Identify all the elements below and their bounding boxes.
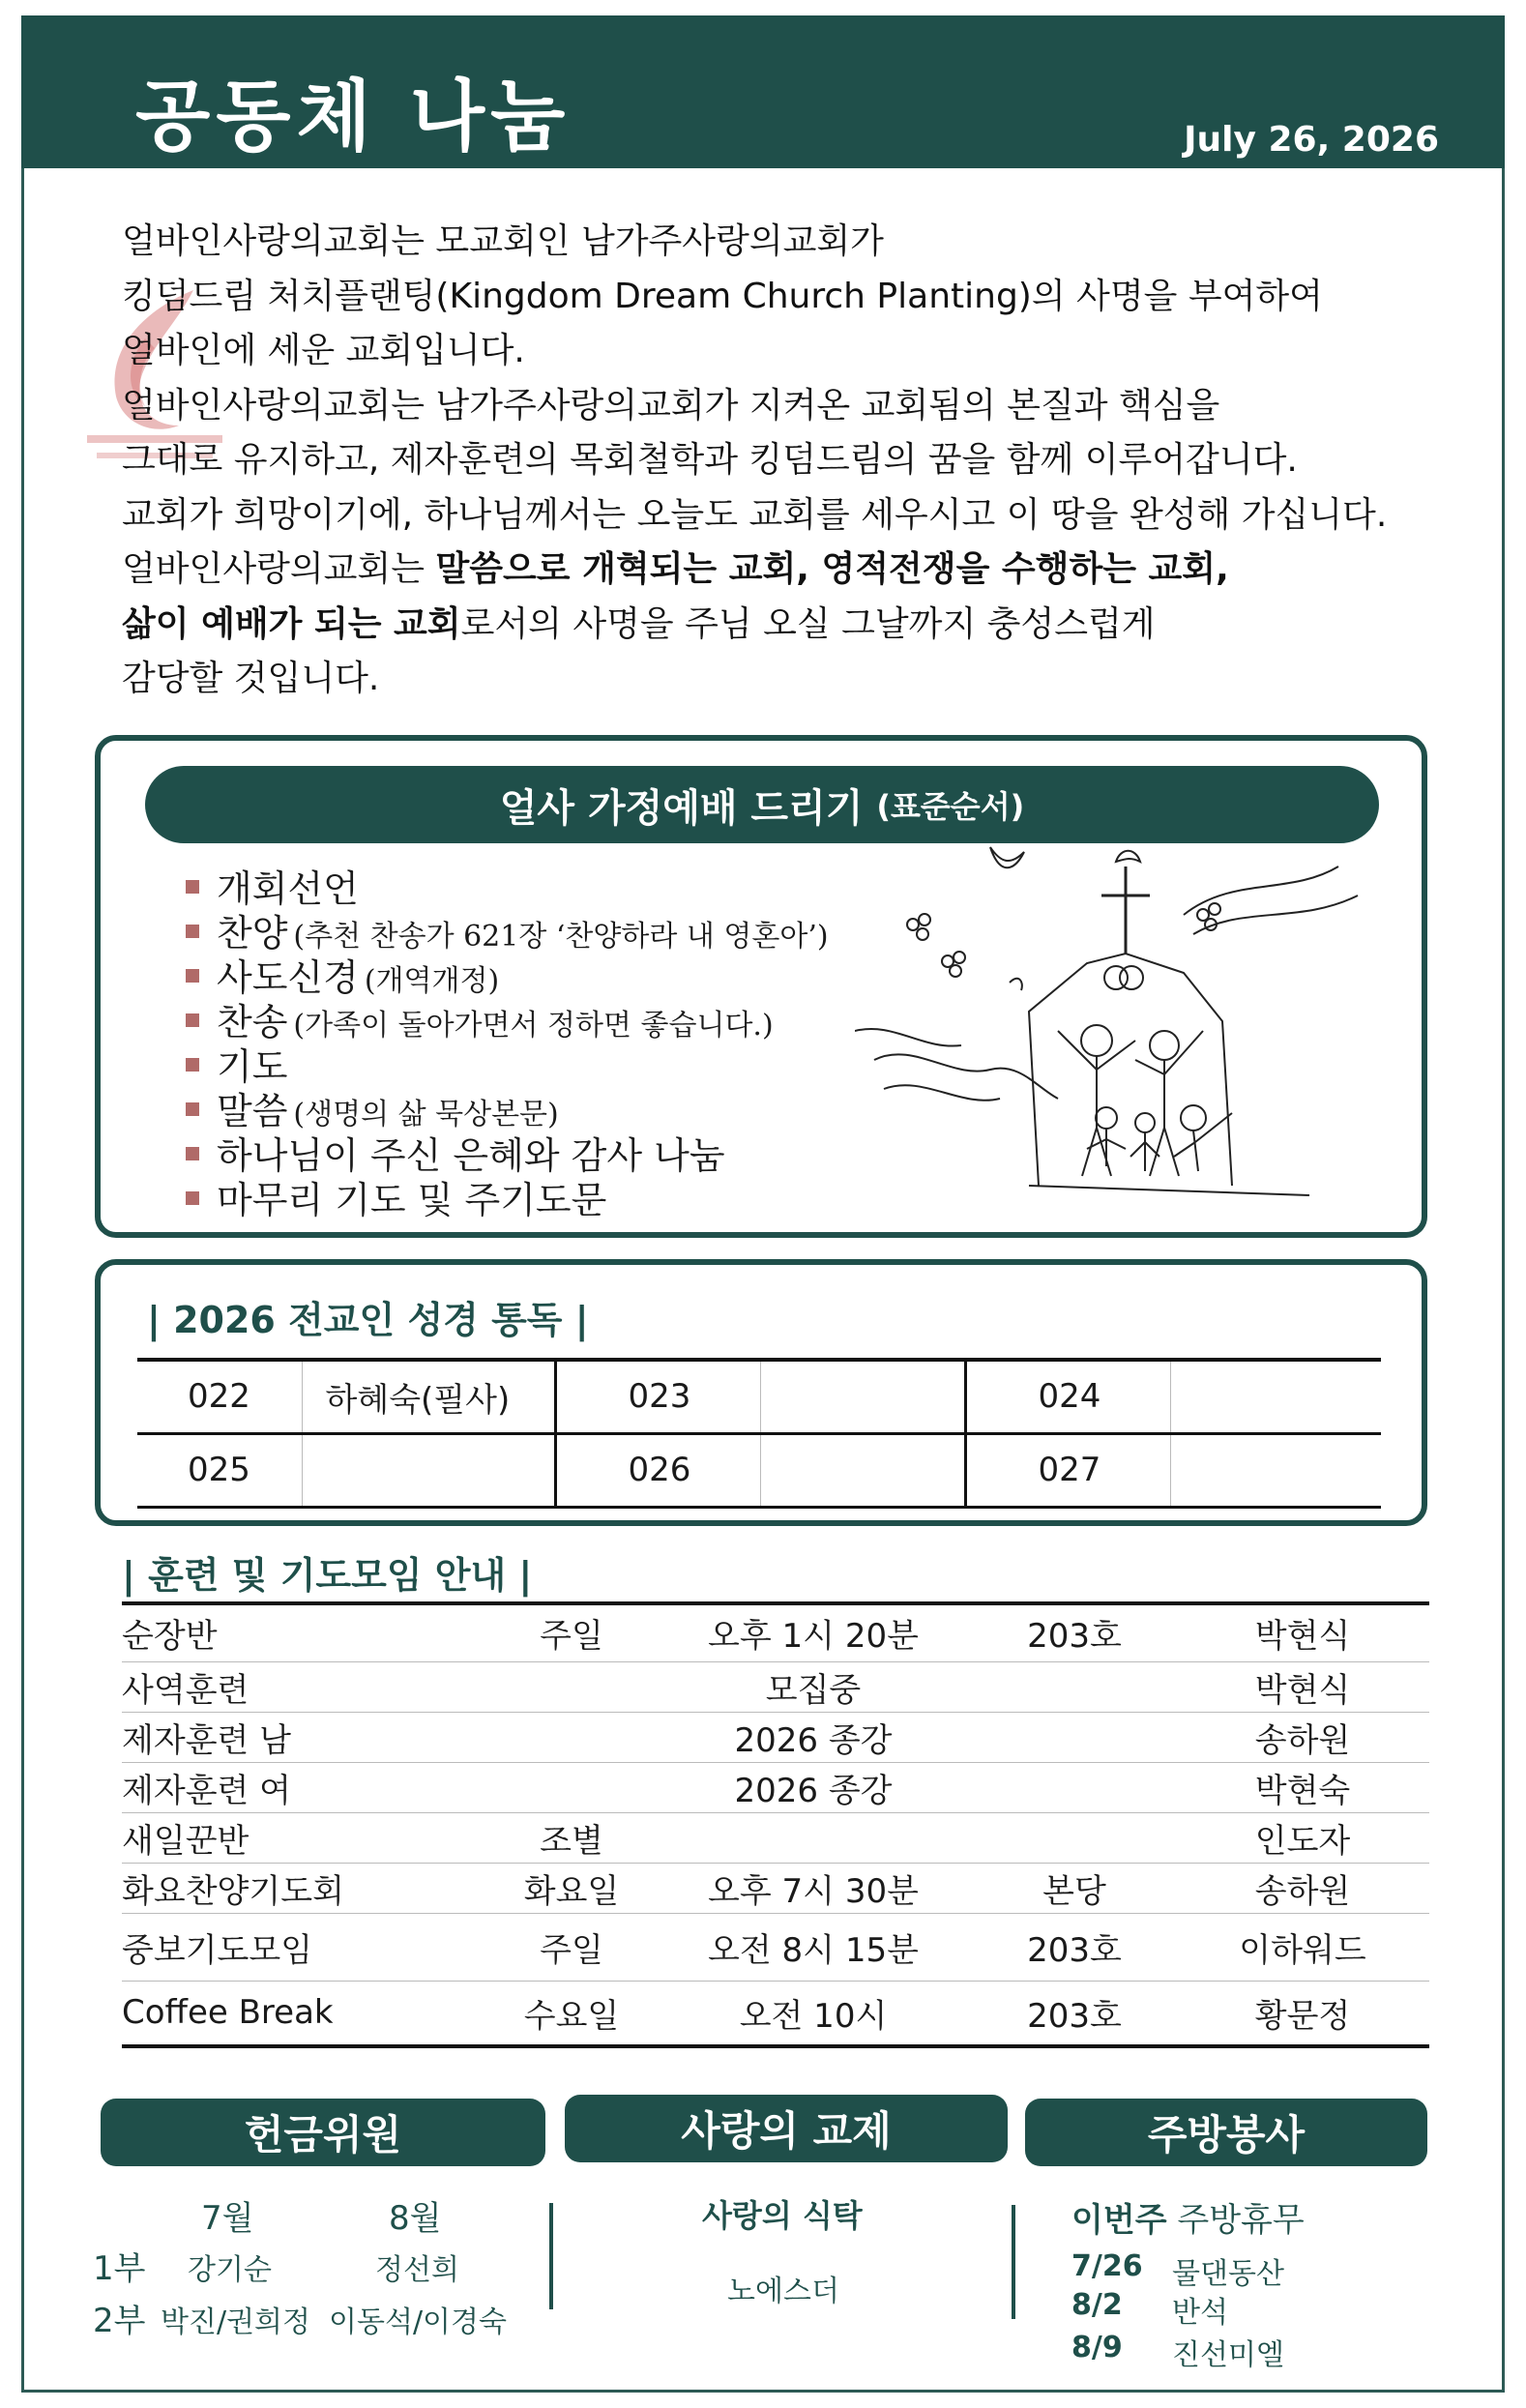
list-item: 마무리 기도 및 주기도문 [186, 1170, 829, 1215]
table-cell: 이하워드 [1176, 1913, 1429, 1981]
list-item: 개회선언 [186, 859, 829, 903]
table-cell: 송하원 [1176, 1863, 1429, 1913]
offering-committee-tab: 헌금위원 [101, 2099, 545, 2166]
table-cell: 제자훈련 남 [122, 1712, 489, 1762]
table-cell: 오전 8시 15분 [654, 1913, 973, 1981]
page-title: 공동체 나눔 [135, 71, 572, 162]
bible-reading-box [95, 1259, 1427, 1526]
table-cell: 오전 10시 [654, 1981, 973, 2046]
fellowship-tab: 사랑의 교제 [565, 2095, 1008, 2162]
intro-line: 삶이 예배가 되는 교회로서의 사명을 주님 오실 그날까지 충성스럽게 [122, 603, 1156, 644]
table-cell [489, 1712, 654, 1762]
table-cell: 화요일 [489, 1863, 654, 1913]
table-cell: 중보기도모임 [122, 1913, 489, 1981]
family-worship-title: 얼사 가정예배 드리기 (표준순서) [145, 766, 1379, 843]
table-cell: 수요일 [489, 1981, 654, 2046]
list-item: 찬양 (추천 찬송가 621장 ‘찬양하라 내 영혼아’) [186, 903, 829, 948]
table-cell: 황문정 [1176, 1981, 1429, 2046]
square-bullet-icon [186, 1147, 199, 1160]
kitchen-team: 진선미엘 [1172, 2338, 1284, 2372]
offering-member: 강기순 [188, 2253, 272, 2287]
square-bullet-icon [186, 880, 199, 894]
list-item: 찬송 (가족이 돌아가면서 정하면 좋습니다.) [186, 992, 829, 1037]
kitchen-team: 물댄동산 [1172, 2257, 1284, 2291]
family-church-illustration [855, 837, 1396, 1224]
table-cell: 027 [965, 1433, 1170, 1507]
table-cell [489, 1762, 654, 1812]
table-cell: 022 [137, 1360, 302, 1433]
offering-service-2: 2부 [93, 2302, 146, 2340]
table-cell: 023 [555, 1360, 760, 1433]
fellowship-name: 노에스더 [727, 2275, 839, 2308]
kitchen-team: 반석 [1172, 2296, 1228, 2330]
table-cell [1170, 1433, 1381, 1507]
list-item: 말씀 (생명의 삶 묵상본문) [186, 1081, 829, 1126]
kitchen-this-week-value: 주방휴무 [1177, 2201, 1305, 2240]
table-cell: Coffee Break [122, 1981, 489, 2046]
offering-service-1: 1부 [93, 2249, 146, 2288]
kitchen-date: 7/26 [1071, 2249, 1143, 2283]
table-cell: 025 [137, 1433, 302, 1507]
table-row [137, 1433, 1381, 1507]
table-cell: 조별 [489, 1812, 654, 1863]
page-header [21, 15, 1505, 168]
table-row [122, 1812, 1429, 1863]
divider [1012, 2205, 1015, 2319]
table-cell: 2026 종강 [654, 1762, 973, 1812]
divider [549, 2203, 553, 2309]
table-row [122, 1863, 1429, 1913]
square-bullet-icon [186, 969, 199, 983]
list-item: 사도신경 (개역개정) [186, 948, 829, 992]
fellowship-subtitle: 사랑의 식탁 [702, 2197, 863, 2234]
kitchen-date: 8/9 [1071, 2331, 1123, 2364]
intro-line: 얼바인사랑의교회는 모교회인 남가주사랑의교회가 [122, 221, 884, 261]
square-bullet-icon [186, 925, 199, 938]
table-cell [973, 1661, 1176, 1712]
offering-month-2: 8월 [389, 2199, 442, 2238]
table-cell: 주일 [489, 1913, 654, 1981]
table-cell: 오후 1시 20분 [654, 1603, 973, 1661]
bible-reading-table [137, 1358, 1381, 1509]
table-cell: 024 [965, 1360, 1170, 1433]
table-cell: 박현식 [1176, 1603, 1429, 1661]
table-cell: 새일꾼반 [122, 1812, 489, 1863]
bible-reading-title: | 2026 전교인 성경 통독 | [147, 1299, 589, 1341]
table-row [122, 1661, 1429, 1712]
bulletin-date: July 26, 2026 [1184, 120, 1439, 160]
table-row [122, 1981, 1429, 2046]
training-title: | 훈련 및 기도모임 안내 | [122, 1554, 533, 1597]
table-cell: 203호 [973, 1603, 1176, 1661]
intro-emphasis: 삶이 예배가 되는 교회 [122, 603, 461, 644]
list-item: 하나님이 주신 은혜와 감사 나눔 [186, 1126, 829, 1170]
offering-member: 정선희 [375, 2253, 459, 2287]
table-row [122, 1913, 1429, 1981]
table-cell [973, 1812, 1176, 1863]
table-cell: 박현숙 [1176, 1762, 1429, 1812]
kitchen-this-week-label: 이번주 [1071, 2201, 1167, 2240]
table-cell: 026 [555, 1433, 760, 1507]
table-row [137, 1360, 1381, 1433]
family-worship-box [95, 735, 1427, 1238]
intro-line: 교회가 희망이기에, 하나님께서는 오늘도 교회를 세우시고 이 땅을 완성해 가십니다. [122, 494, 1388, 535]
intro-emphasis: 말씀으로 개혁되는 교회, 영적전쟁을 수행하는 교회, [435, 549, 1229, 589]
table-cell: 사역훈련 [122, 1661, 489, 1712]
intro-line: 그대로 유지하고, 제자훈련의 목회철학과 킹덤드림의 꿈을 함께 이루어갑니다. [122, 440, 1298, 480]
offering-month-1: 7월 [201, 2199, 254, 2238]
table-cell [760, 1433, 965, 1507]
table-cell [654, 1812, 973, 1863]
table-row [122, 1712, 1429, 1762]
square-bullet-icon [186, 1191, 199, 1205]
training-table [122, 1601, 1429, 2048]
table-cell [760, 1360, 965, 1433]
table-cell: 하혜숙(필사) [302, 1360, 555, 1433]
table-cell [973, 1762, 1176, 1812]
table-cell: 2026 종강 [654, 1712, 973, 1762]
intro-text [122, 215, 1456, 707]
table-cell: 순장반 [122, 1603, 489, 1661]
table-cell: 박현식 [1176, 1661, 1429, 1712]
table-cell: 주일 [489, 1603, 654, 1661]
square-bullet-icon [186, 1058, 199, 1072]
table-cell [302, 1433, 555, 1507]
table-cell: 송하원 [1176, 1712, 1429, 1762]
intro-line: 얼바인사랑의교회는 남가주사랑의교회가 지켜온 교회됨의 본질과 핵심을 [122, 385, 1220, 426]
table-cell: 모집중 [654, 1661, 973, 1712]
table-row [122, 1762, 1429, 1812]
worship-order-list [186, 859, 829, 1221]
offering-member: 박진/권희정 [161, 2305, 311, 2339]
intro-line: 킹덤드림 처치플랜팅(Kingdom Dream Church Planting)의 사명을 부여하여 [122, 276, 1323, 316]
table-cell: 화요찬양기도회 [122, 1863, 489, 1913]
kitchen-service-tab: 주방봉사 [1025, 2099, 1427, 2166]
table-cell: 203호 [973, 1913, 1176, 1981]
table-cell [973, 1712, 1176, 1762]
table-cell [489, 1661, 654, 1712]
square-bullet-icon [186, 1102, 199, 1116]
kitchen-date: 8/2 [1071, 2288, 1123, 2322]
square-bullet-icon [186, 1013, 199, 1027]
table-cell: 인도자 [1176, 1812, 1429, 1863]
table-cell: 제자훈련 여 [122, 1762, 489, 1812]
table-cell: 본당 [973, 1863, 1176, 1913]
table-cell: 203호 [973, 1981, 1176, 2046]
table-cell: 오후 7시 30분 [654, 1863, 973, 1913]
offering-member: 이동석/이경숙 [329, 2305, 507, 2339]
table-cell [1170, 1360, 1381, 1433]
table-row [122, 1603, 1429, 1661]
intro-line: 감당할 것입니다. [122, 659, 380, 698]
intro-line: 얼바인에 세운 교회입니다. [122, 331, 525, 370]
intro-line: 얼바인사랑의교회는 말씀으로 개혁되는 교회, 영적전쟁을 수행하는 교회, [122, 549, 1229, 589]
list-item: 기도 [186, 1037, 829, 1081]
